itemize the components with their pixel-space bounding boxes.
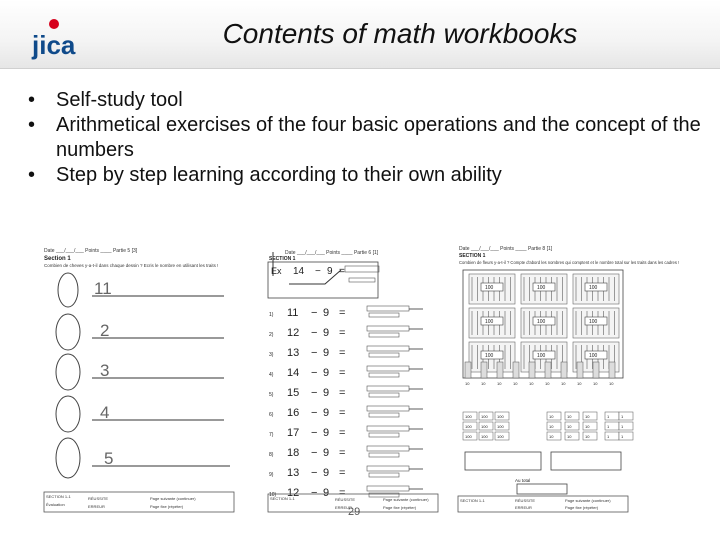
ws3-ten-bar xyxy=(609,362,615,386)
ws1-instruction: Combien de cheves y-a-t-il dans chaque dessin ? Ecris le nombre en utilisant les traits ! xyxy=(44,263,219,268)
ws3-grid-cell xyxy=(583,422,597,430)
ws2-problem-a: 17 xyxy=(287,427,300,439)
ws3-grid-cell xyxy=(495,432,509,440)
ws2-problem-eq: = xyxy=(339,307,346,319)
ws1-drawings xyxy=(56,273,80,478)
page-title: Contents of math workbooks xyxy=(222,18,578,49)
ws2-problem-row xyxy=(269,426,423,439)
ws3-grid-value: 1 xyxy=(607,414,610,419)
ws2-problem-rows xyxy=(269,306,423,499)
ws3-ten-label: 10 xyxy=(609,381,614,386)
ws3-grid-value: 10 xyxy=(585,424,590,429)
slide-header xyxy=(0,0,720,69)
ws3-grid-value: 10 xyxy=(585,414,590,419)
ws2-problem-row xyxy=(269,326,423,339)
ws2-problem-number: 9) xyxy=(269,472,274,478)
ws3-grid-value: 100 xyxy=(481,424,488,429)
ws3-grid-cell xyxy=(463,422,477,430)
ws3-grid-cell xyxy=(565,412,579,420)
ws3-grid-cell xyxy=(547,422,561,430)
ws3-grid-cell xyxy=(605,422,619,430)
ws3-grid-value: 10 xyxy=(549,424,554,429)
ws2-problem-number: 10) xyxy=(269,492,277,498)
svg-text:Page suivante (continuer): Page suivante (continuer) xyxy=(565,498,611,503)
ws2-ten-bar xyxy=(367,346,409,351)
ws2-ten-bar xyxy=(367,466,409,471)
ws3-flower-boxes xyxy=(469,274,619,372)
ws3-grid-value: 100 xyxy=(497,424,504,429)
ws2-unit-bar xyxy=(369,453,399,457)
worksheet-1 xyxy=(40,244,245,514)
ws3-box-value: 100 xyxy=(589,319,598,325)
ws2-ten-bar xyxy=(367,386,409,391)
jica-logo-icon xyxy=(30,16,90,60)
ws2-problem-number: 2) xyxy=(269,332,274,338)
ws3-ten-bar xyxy=(529,362,535,386)
ws3-flower-box xyxy=(521,274,567,304)
ws2-problem-minus: − xyxy=(311,467,318,479)
ws2-problem-a: 15 xyxy=(287,387,300,399)
ws2-unit-bar xyxy=(369,433,399,437)
ws3-grid-cell xyxy=(463,432,477,440)
ws2-problem-eq: = xyxy=(339,327,346,339)
ws3-ten-label: 10 xyxy=(545,381,550,386)
ws2-problem-minus: − xyxy=(311,447,318,459)
ws2-ten-bar xyxy=(367,326,409,331)
ws2-unit-bar xyxy=(369,333,399,337)
ws1-header: Date ___/___/___ Points ____ Partie 5 [3] xyxy=(44,248,138,254)
svg-text:Page suivante (continuer): Page suivante (continuer) xyxy=(383,497,429,502)
svg-text:Page fixe (répéter): Page fixe (répéter) xyxy=(150,504,184,509)
ws1-answer: 3 xyxy=(100,361,110,380)
ws2-problem-minus: − xyxy=(311,387,318,399)
ws3-box-value: 100 xyxy=(589,285,598,291)
ws3-ten-label: 10 xyxy=(513,381,518,386)
ws3-grid-cell xyxy=(605,432,619,440)
ws3-grid-cell xyxy=(479,432,493,440)
ws3-box-value: 100 xyxy=(589,353,598,359)
ws2-problem-eq: = xyxy=(339,427,346,439)
ws3-grid-value: 1 xyxy=(607,434,610,439)
ws3-grid-value: 100 xyxy=(465,434,472,439)
ws3-ten-bar xyxy=(497,362,503,386)
svg-text:SECTION 1-1: SECTION 1-1 xyxy=(46,494,71,499)
ws3-grid-cell xyxy=(495,412,509,420)
ws2-problem-number: 4) xyxy=(269,372,274,378)
ws2-problem-a: 16 xyxy=(287,407,300,419)
ws2-problem-eq: = xyxy=(339,347,346,359)
ws2-problem-number: 1) xyxy=(269,312,274,318)
ws2-problem-b: 9 xyxy=(323,387,330,399)
ws3-box-value: 100 xyxy=(485,319,494,325)
ws2-problem-number: 5) xyxy=(269,392,274,398)
ws3-grid-cell xyxy=(565,422,579,430)
ws2-problem-b: 9 xyxy=(323,367,330,379)
ws2-ten-bar xyxy=(367,426,409,431)
ws2-problem-b: 9 xyxy=(323,467,330,479)
ws3-grid-value: 100 xyxy=(481,414,488,419)
ws3-ten-bar xyxy=(593,362,599,386)
ws2-problem-number: 6) xyxy=(269,412,274,418)
ws3-grid-cell xyxy=(463,412,477,420)
ws3-box-value: 100 xyxy=(485,353,494,359)
ws3-grid-value: 10 xyxy=(567,414,572,419)
ws2-problem-b: 9 xyxy=(323,407,330,419)
ws3-header: Date ___/___/___ Points ____ Partie 8 [1] xyxy=(459,246,553,252)
ws3-instruction: Combien de fleurs y-a-t-il ? Compte d'abord les nombres qui comptent et le nombre total sur les traits dans les cadres ! xyxy=(459,260,680,265)
ws2-ten-bar xyxy=(367,486,409,491)
ws3-grid-cell xyxy=(619,422,633,430)
ws3-grid-value: 100 xyxy=(465,414,472,419)
ws2-problem-minus: − xyxy=(311,407,318,419)
ws3-ten-label: 10 xyxy=(465,381,470,386)
bullet-item: • Arithmetical exercises of the four basic operations and the concept of the numbers xyxy=(28,113,708,163)
ws2-problem-eq: = xyxy=(339,387,346,399)
ws3-grid-value: 10 xyxy=(549,414,554,419)
ws3-box-value: 100 xyxy=(537,353,546,359)
ws3-grid-value: 100 xyxy=(465,424,472,429)
ws3-ten-bar xyxy=(465,362,471,386)
ws3-box-value: 100 xyxy=(537,285,546,291)
ws1-section: Section 1 xyxy=(44,256,71,262)
ws3-grid-cell xyxy=(565,432,579,440)
ws3-flower-box xyxy=(521,308,567,338)
ws1-answer: 5 xyxy=(104,449,114,468)
svg-text:SECTION 1-1: SECTION 1-1 xyxy=(460,498,485,503)
ws2-problem-eq: = xyxy=(339,447,346,459)
ws3-grid-cell xyxy=(547,412,561,420)
svg-text:ERREUR: ERREUR xyxy=(515,505,532,510)
ws3-ten-label: 10 xyxy=(481,381,486,386)
svg-text:Ex: Ex xyxy=(271,266,282,276)
ws2-problem-minus: − xyxy=(311,487,318,499)
ws3-flower-box xyxy=(469,274,515,304)
ws2-problem-row xyxy=(269,446,423,459)
ws2-problem-row xyxy=(269,366,423,379)
ws2-problem-minus: − xyxy=(311,427,318,439)
ws3-ten-bar xyxy=(513,362,519,386)
ws2-ten-bar xyxy=(367,366,409,371)
ws2-problem-eq: = xyxy=(339,467,346,479)
ws2-problem-minus: − xyxy=(311,327,318,339)
ws3-value-grid xyxy=(463,412,633,440)
ws2-problem-number: 7) xyxy=(269,432,274,438)
ws3-grid-cell xyxy=(479,422,493,430)
ws2-problem-b: 9 xyxy=(323,307,330,319)
ws2-unit-bar xyxy=(369,473,399,477)
ws3-ten-label: 10 xyxy=(561,381,566,386)
ws2-problem-number: 8) xyxy=(269,452,274,458)
ws3-ten-bar xyxy=(577,362,583,386)
ws2-unit-bar xyxy=(369,413,399,417)
ws2-ten-bar xyxy=(367,406,409,411)
ws3-ten-label: 10 xyxy=(593,381,598,386)
ws2-ten-bar xyxy=(367,446,409,451)
svg-text:=: = xyxy=(339,266,345,277)
logo-text: jica xyxy=(32,30,76,60)
ws3-ten-label: 10 xyxy=(577,381,582,386)
ws2-problem-a: 12 xyxy=(287,487,300,499)
ws2-problem-eq: = xyxy=(339,367,346,379)
svg-text:Évaluation: Évaluation xyxy=(46,502,65,507)
ws3-ten-bar xyxy=(481,362,487,386)
ws2-ten-bar xyxy=(367,306,409,311)
svg-text:ERREUR: ERREUR xyxy=(88,504,105,509)
svg-text:−: − xyxy=(315,266,321,277)
ws2-problem-eq: = xyxy=(339,407,346,419)
ws3-ten-bar xyxy=(561,362,567,386)
ws3-grid-cell xyxy=(583,412,597,420)
ws3-grid-value: 10 xyxy=(549,434,554,439)
ws1-answer: 4 xyxy=(100,403,110,422)
ws3-grid-cell xyxy=(495,422,509,430)
ws3-grid-value: 1 xyxy=(621,434,624,439)
ws2-problem-minus: − xyxy=(311,367,318,379)
ws2-problem-b: 9 xyxy=(323,487,330,499)
ws2-problem-a: 12 xyxy=(287,327,300,339)
ws3-grid-cell xyxy=(583,432,597,440)
ws3-box-value: 100 xyxy=(537,319,546,325)
ws2-unit-bar xyxy=(369,353,399,357)
svg-text:RÉUSSITE: RÉUSSITE xyxy=(515,498,536,503)
ws3-grid-value: 1 xyxy=(621,414,624,419)
ws3-flower-box xyxy=(521,342,567,372)
ws2-unit-bar xyxy=(369,373,399,377)
ws3-flower-box xyxy=(573,274,619,304)
ws2-problem-b: 9 xyxy=(323,327,330,339)
ws2-problem-a: 13 xyxy=(287,347,300,359)
ws3-grid-value: 10 xyxy=(585,434,590,439)
page-number: 29 xyxy=(348,506,361,518)
ws3-grid-value: 1 xyxy=(607,424,610,429)
ws3-grid-value: 100 xyxy=(497,434,504,439)
ws3-grid-cell xyxy=(547,432,561,440)
ws3-grid-value: 100 xyxy=(497,414,504,419)
ws2-problem-a: 13 xyxy=(287,467,300,479)
ws2-problem-b: 9 xyxy=(323,347,330,359)
svg-text:RÉUSSITE: RÉUSSITE xyxy=(88,496,109,501)
ws3-grid-value: 100 xyxy=(481,434,488,439)
ws2-problem-row xyxy=(269,386,423,399)
bullet-list xyxy=(28,88,708,188)
ws2-problem-row xyxy=(269,406,423,419)
ws3-grid-cell xyxy=(619,412,633,420)
ws2-problem-b: 9 xyxy=(323,447,330,459)
ws3-flower-box xyxy=(469,308,515,338)
ws2-problem-b: 9 xyxy=(323,427,330,439)
ws3-grid-value: 10 xyxy=(567,434,572,439)
ws2-problem-row xyxy=(269,346,423,359)
ws2-problem-minus: − xyxy=(311,307,318,319)
ws1-answer: 2 xyxy=(100,321,110,340)
ws2-problem-row xyxy=(269,306,423,319)
ws2-problem-a: 11 xyxy=(287,307,299,319)
worksheet-3 xyxy=(455,244,680,514)
ws3-ten-label: 10 xyxy=(529,381,534,386)
svg-text:SECTION 1-1: SECTION 1-1 xyxy=(270,496,295,501)
ws2-problem-minus: − xyxy=(311,347,318,359)
ws2-unit-bar xyxy=(369,393,399,397)
svg-text:RÉUSSITE: RÉUSSITE xyxy=(335,497,356,502)
ws3-grid-cell xyxy=(605,412,619,420)
ws3-flower-box xyxy=(469,342,515,372)
ws3-ten-bar xyxy=(545,362,551,386)
ws3-grid-cell xyxy=(619,432,633,440)
ws2-problem-number: 3) xyxy=(269,352,274,358)
svg-text:Page suivante (continuer): Page suivante (continuer) xyxy=(150,496,196,501)
ws2-problem-eq: = xyxy=(339,487,346,499)
ws2-header: Date ___/___/___ Points ____ Partie 6 [1] xyxy=(285,250,379,256)
ws2-problem-a: 14 xyxy=(287,367,300,379)
worksheet-2 xyxy=(265,244,443,514)
ws3-box-value: 100 xyxy=(485,285,494,291)
svg-text:ERREUR: ERREUR xyxy=(335,505,352,510)
bullet-item: • Step by step learning according to their own ability xyxy=(28,163,708,188)
ws3-flower-box xyxy=(573,308,619,338)
ws2-section: SECTION 1 xyxy=(269,256,296,262)
ws3-grid-cell xyxy=(479,412,493,420)
ws3-grid-value: 1 xyxy=(621,424,624,429)
bullet-item: • Self-study tool xyxy=(28,88,708,113)
ws3-grid-value: 10 xyxy=(567,424,572,429)
ws3-section: SECTION 1 xyxy=(459,253,486,259)
ws2-problem-a: 18 xyxy=(287,447,300,459)
ws3-ten-label: 10 xyxy=(497,381,502,386)
ws2-problem-row xyxy=(269,466,423,479)
svg-text:Page fixe (répéter): Page fixe (répéter) xyxy=(383,505,417,510)
svg-text:9: 9 xyxy=(327,266,333,277)
svg-text:14: 14 xyxy=(293,266,305,277)
ws1-answer: 11 xyxy=(94,279,112,298)
svg-text:Au total: Au total xyxy=(515,478,531,483)
svg-text:Page fixe (répéter): Page fixe (répéter) xyxy=(565,505,599,510)
ws2-unit-bar xyxy=(369,313,399,317)
